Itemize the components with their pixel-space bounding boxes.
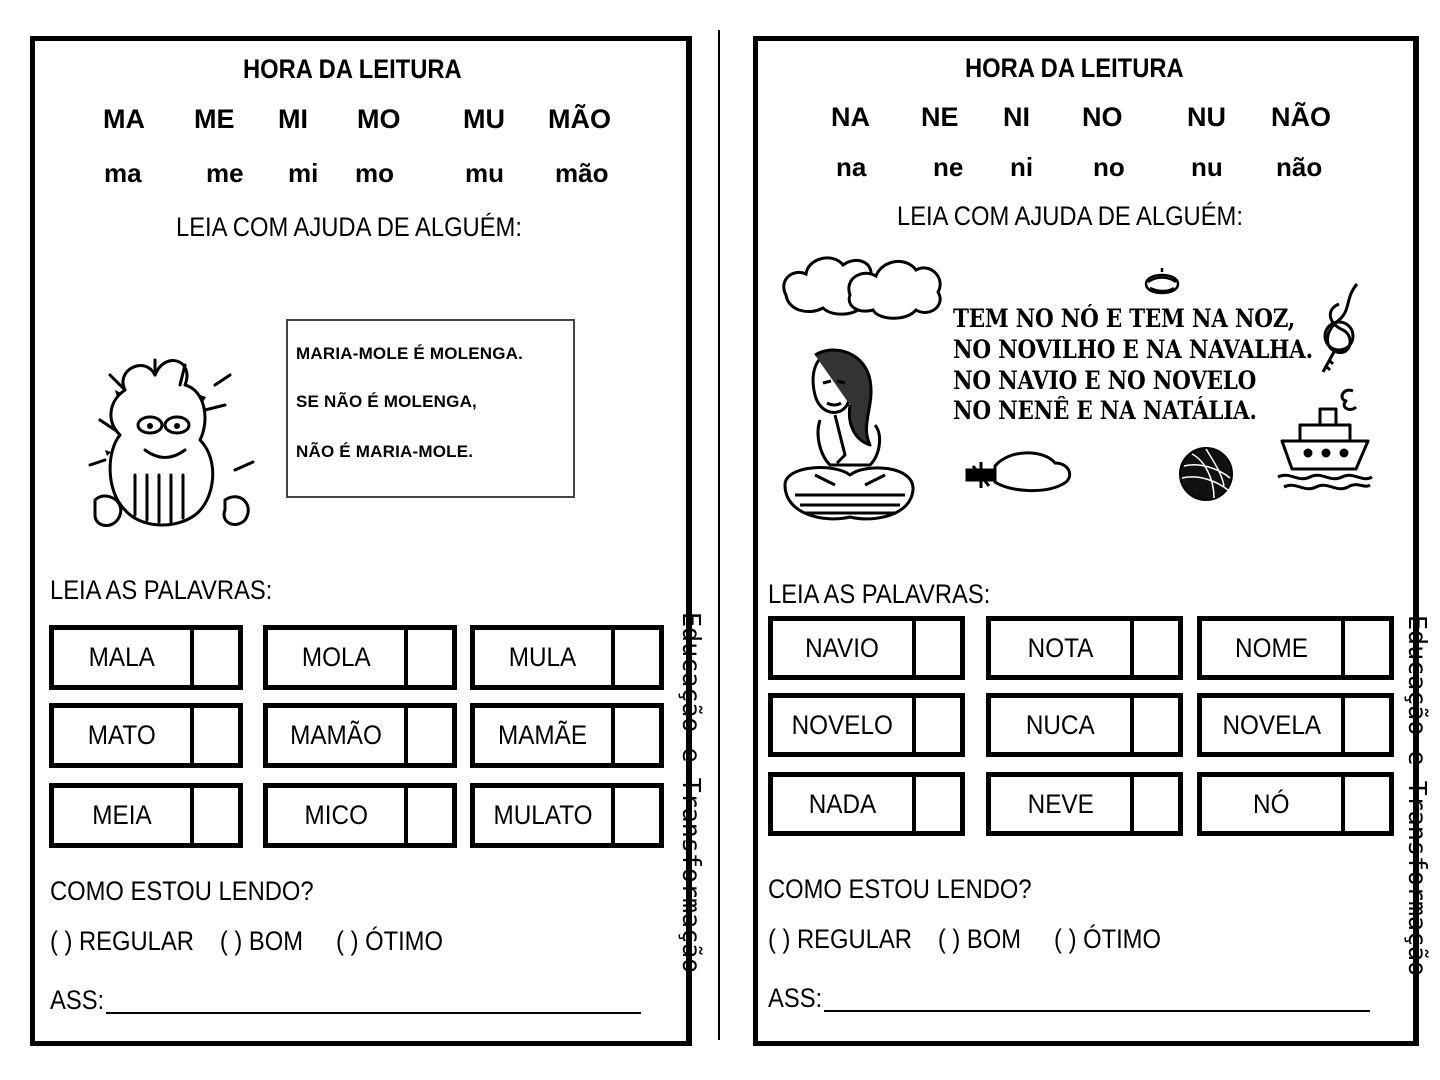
- word-box: [1197, 772, 1394, 836]
- word-checkbox[interactable]: [615, 788, 659, 843]
- word-label: NÓ: [1253, 788, 1290, 819]
- word-box: [263, 703, 457, 768]
- left-syllable-lower: me: [206, 158, 244, 188]
- left-side-watermark: Educação e Transformação: [677, 612, 706, 974]
- word-label: MICO: [304, 800, 368, 830]
- right-signature-label: ASS:: [768, 983, 823, 1013]
- rating-option-regular[interactable]: ( ) REGULAR: [50, 926, 194, 956]
- right-syllable-lower: na: [836, 152, 867, 182]
- word-label: NADA: [808, 788, 877, 819]
- word-checkbox[interactable]: [1134, 777, 1178, 831]
- word-checkbox[interactable]: [916, 621, 960, 675]
- right-words-heading: LEIA AS PALAVRAS:: [768, 579, 991, 609]
- word-box: [1197, 693, 1394, 757]
- word-checkbox[interactable]: [1134, 621, 1178, 675]
- word-box: [986, 616, 1183, 680]
- left-rating-options: [50, 926, 443, 957]
- left-syllable-upper: MÃO: [548, 104, 611, 134]
- word-checkbox[interactable]: [916, 698, 960, 752]
- right-syllable-upper: NO: [1082, 102, 1123, 132]
- word-label: NUCA: [1026, 709, 1095, 740]
- left-syllable-lower: mo: [355, 158, 394, 188]
- nut-illustration: [1142, 266, 1182, 300]
- word-box: [49, 703, 243, 768]
- left-syllable-lower: ma: [104, 158, 142, 188]
- word-label: NOVELO: [791, 709, 894, 740]
- word-label: MALA: [88, 642, 156, 672]
- word-checkbox[interactable]: [194, 788, 238, 843]
- word-label: MULATO: [493, 800, 593, 830]
- right-syllable-upper: NA: [831, 102, 870, 132]
- right-syllable-upper: NI: [1003, 102, 1030, 132]
- word-label: MOLA: [301, 642, 371, 672]
- left-syllable-lower: mão: [555, 158, 609, 188]
- word-checkbox[interactable]: [408, 788, 452, 843]
- word-box: [263, 783, 457, 848]
- right-title: HORA DA LEITURA: [965, 53, 1184, 83]
- right-syllable-upper: NU: [1187, 102, 1226, 132]
- yarn-ball-illustration: [1178, 444, 1236, 506]
- left-instruction: LEIA COM AJUDA DE ALGUÉM:: [176, 212, 522, 242]
- word-box: [768, 616, 965, 680]
- left-signature-line[interactable]: [106, 1012, 641, 1014]
- word-box: [470, 625, 664, 690]
- word-checkbox[interactable]: [916, 777, 960, 831]
- right-verse-line: NO NAVIO E NO NOVELO: [953, 366, 1257, 395]
- word-checkbox[interactable]: [408, 708, 452, 763]
- left-syllable-upper: ME: [194, 104, 235, 134]
- word-label: MULA: [509, 642, 577, 672]
- word-label: NOTA: [1027, 632, 1094, 663]
- right-syllable-lower: não: [1276, 152, 1323, 182]
- left-syllable-lower: mi: [288, 158, 319, 188]
- left-title: HORA DA LEITURA: [243, 54, 462, 84]
- left-poem-line: SE NÃO É MOLENGA,: [296, 392, 477, 411]
- rating-option-otimo[interactable]: ( ) ÓTIMO: [336, 926, 443, 956]
- word-box: [986, 693, 1183, 757]
- word-box: [470, 783, 664, 848]
- word-box: [263, 625, 457, 690]
- left-syllable-upper: MU: [463, 104, 505, 134]
- word-box: [768, 693, 965, 757]
- word-label: NOME: [1235, 632, 1308, 663]
- page-divider: [718, 30, 720, 1040]
- right-syllable-lower: ni: [1010, 152, 1034, 182]
- word-label: MATO: [88, 720, 156, 750]
- word-box: [986, 772, 1183, 836]
- razor-illustration: [965, 448, 1077, 498]
- word-label: MAMÃO: [290, 720, 382, 750]
- right-syllable-upper: NÃO: [1271, 102, 1331, 132]
- word-checkbox[interactable]: [1134, 698, 1178, 752]
- word-box: [49, 783, 243, 848]
- right-verse-line: TEM NO NÓ E TEM NA NOZ,: [953, 304, 1296, 333]
- left-syllable-upper: MO: [357, 104, 401, 134]
- rating-option-bom[interactable]: ( ) BOM: [219, 926, 304, 956]
- word-label: NOVELA: [1222, 709, 1321, 740]
- left-poem-line: MARIA-MOLE É MOLENGA.: [296, 344, 524, 363]
- monster-illustration: [85, 350, 260, 535]
- knot-illustration: [1315, 280, 1365, 375]
- left-syllable-lower: mu: [465, 158, 504, 188]
- left-signature-label: ASS:: [50, 985, 105, 1015]
- right-syllable-lower: no: [1093, 152, 1125, 182]
- word-label: NAVIO: [805, 632, 880, 663]
- right-instruction: LEIA COM AJUDA DE ALGUÉM:: [897, 201, 1243, 231]
- rating-option-regular[interactable]: ( ) REGULAR: [768, 924, 912, 954]
- word-label: MAMÃE: [498, 720, 588, 750]
- word-checkbox[interactable]: [1345, 698, 1389, 752]
- right-verse-line: NO NENÊ E NA NATÁLIA.: [953, 396, 1257, 425]
- rating-option-bom[interactable]: ( ) BOM: [937, 924, 1022, 954]
- ship-illustration: [1278, 385, 1373, 500]
- right-rating-options: [768, 924, 1161, 955]
- right-syllable-upper: NE: [921, 102, 959, 132]
- word-checkbox[interactable]: [1345, 621, 1389, 675]
- right-side-watermark: Educação e Transformação: [1403, 615, 1432, 977]
- rating-option-otimo[interactable]: ( ) ÓTIMO: [1054, 924, 1161, 954]
- word-checkbox[interactable]: [615, 630, 659, 685]
- right-syllable-lower: ne: [933, 152, 964, 182]
- word-checkbox[interactable]: [194, 630, 238, 685]
- word-label: NEVE: [1027, 788, 1094, 819]
- left-syllable-upper: MI: [278, 104, 308, 134]
- left-poem-line: NÃO É MARIA-MOLE.: [296, 442, 474, 461]
- word-checkbox[interactable]: [194, 708, 238, 763]
- left-words-heading: LEIA AS PALAVRAS:: [50, 575, 273, 605]
- clouds-illustration: [778, 250, 943, 325]
- girl-illustration: [775, 345, 920, 530]
- left-question: COMO ESTOU LENDO?: [50, 876, 314, 906]
- word-checkbox[interactable]: [1345, 777, 1389, 831]
- word-box: [1197, 616, 1394, 680]
- right-syllable-lower: nu: [1191, 152, 1223, 182]
- word-label: MEIA: [92, 800, 152, 830]
- word-box: [768, 772, 965, 836]
- word-box: [470, 703, 664, 768]
- word-checkbox[interactable]: [615, 708, 659, 763]
- word-box: [49, 625, 243, 690]
- right-verse-line: NO NOVILHO E NA NAVALHA.: [953, 335, 1313, 364]
- left-syllable-upper: MA: [103, 104, 145, 134]
- word-checkbox[interactable]: [408, 630, 452, 685]
- right-question: COMO ESTOU LENDO?: [768, 874, 1032, 904]
- right-signature-line[interactable]: [824, 1010, 1370, 1012]
